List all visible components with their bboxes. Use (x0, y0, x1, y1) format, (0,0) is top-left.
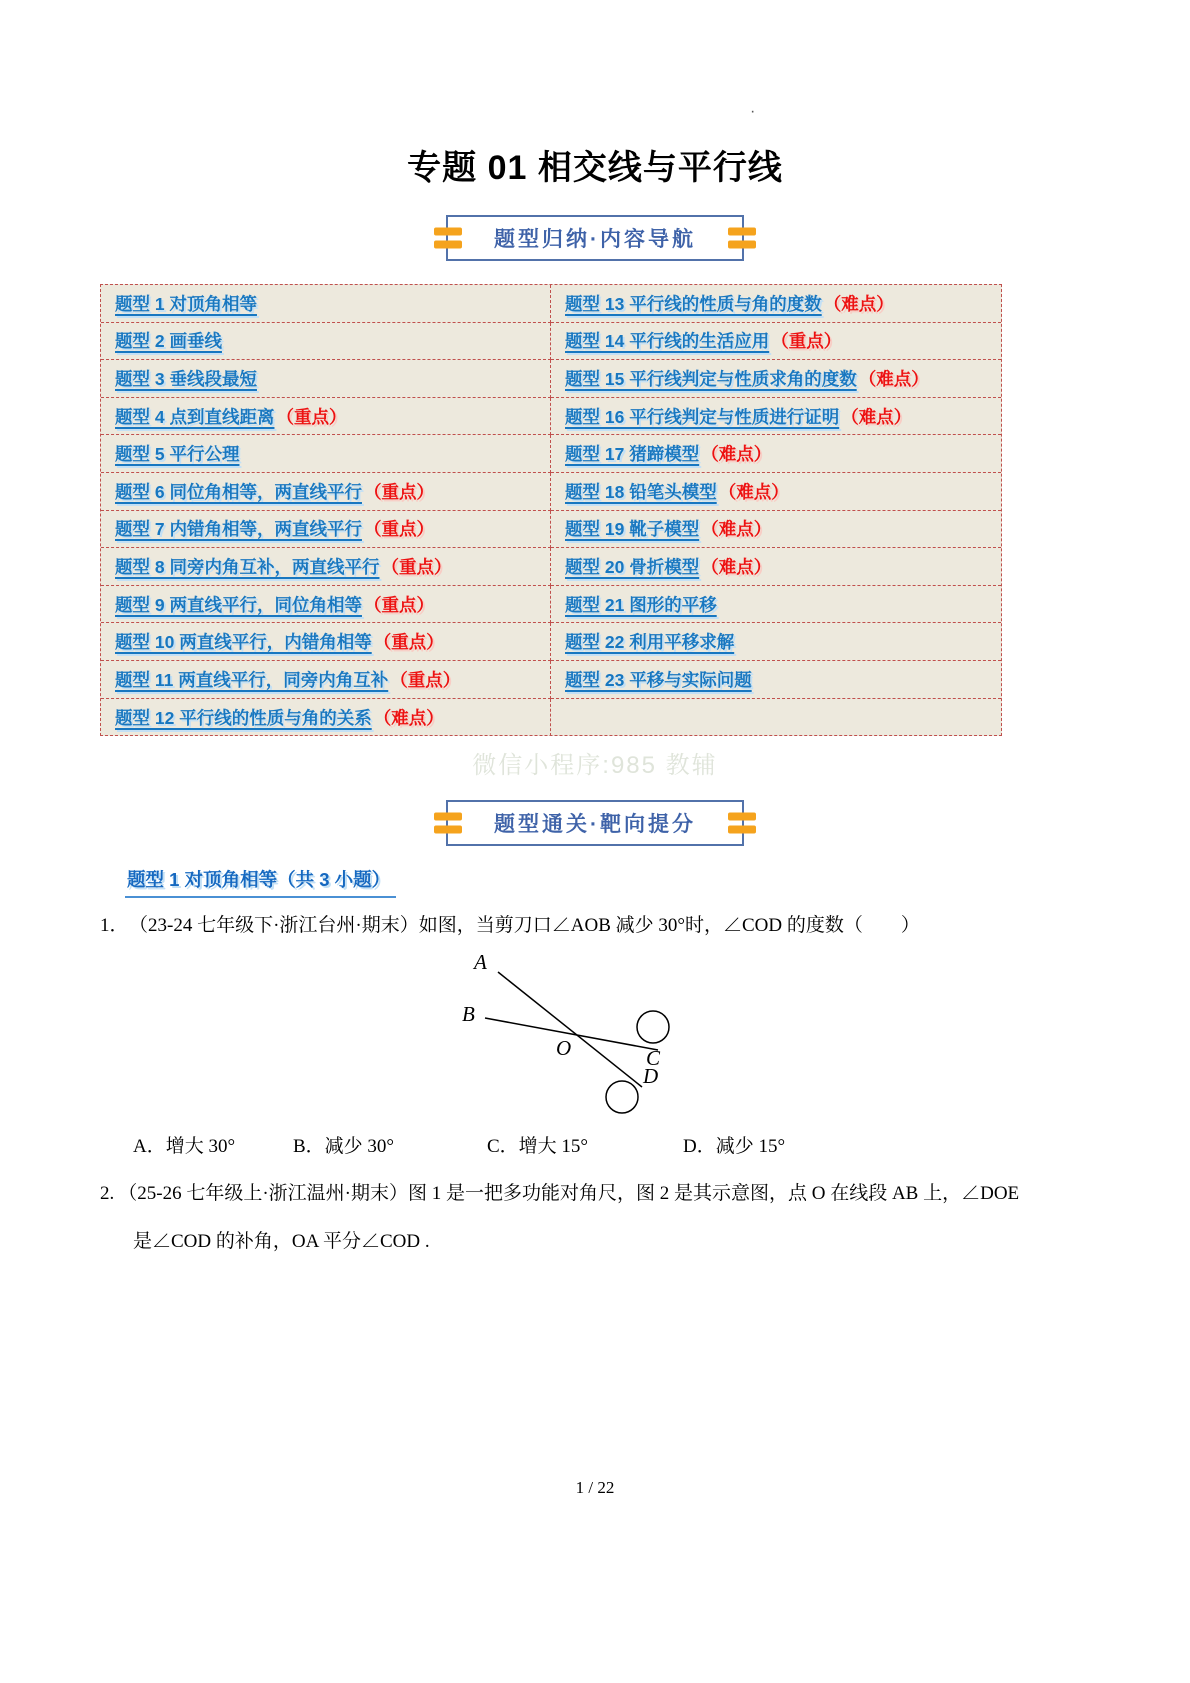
page-title: 专题 01 相交线与平行线 (407, 149, 783, 187)
topic-cell (551, 511, 1001, 549)
topic-label: 题型 22 利用平移求解 (565, 632, 735, 653)
topic-cell (551, 285, 1001, 323)
topic-cell (101, 586, 551, 624)
figure-label-B: B (462, 1002, 475, 1026)
topic-label: 题型 18 铅笔头模型 (565, 481, 717, 502)
question-1-options (0, 1131, 1190, 1161)
scissors-figure (430, 935, 730, 1135)
double-bars-icon (728, 813, 756, 834)
topic-tag: （难点） (373, 707, 444, 728)
nav-badge-label: 题型归纳·内容导航 (494, 228, 696, 251)
topic-tag: （难点） (701, 556, 772, 577)
topic-label: 题型 10 两直线平行，内错角相等 (115, 632, 372, 653)
topic-tag: （难点） (823, 293, 894, 314)
topic-cell (551, 699, 1001, 737)
topic-tag: （重点） (363, 519, 434, 540)
topic-label: 题型 15 平行线判定与性质求角的度数 (565, 368, 857, 389)
boost-badge (446, 800, 744, 846)
topic-cell (101, 473, 551, 511)
topic-cell (551, 586, 1001, 624)
double-bars-icon (728, 228, 756, 249)
topic-tag: （重点） (363, 594, 434, 615)
topic-cell (551, 435, 1001, 473)
topic-label: 题型 6 同位角相等，两直线平行 (115, 481, 362, 502)
topic-tag: （重点） (373, 632, 444, 653)
topic-tag: （难点） (841, 406, 912, 427)
topic-cell (551, 548, 1001, 586)
topic-cell (551, 661, 1001, 699)
page-number: 1 / 22 (575, 1478, 615, 1497)
topic-label: 题型 4 点到直线距离 (115, 406, 275, 427)
topic-cell (551, 398, 1001, 436)
topic-tag: （重点） (390, 669, 461, 690)
section-heading: 题型 1 对顶角相等（共 3 小题） (125, 866, 396, 898)
topic-tag: （重点） (381, 556, 452, 577)
question-2-stem-line-2 (133, 1226, 430, 1253)
topic-label: 题型 13 平行线的性质与角的度数 (565, 293, 822, 314)
topic-label: 题型 19 靴子模型 (565, 519, 700, 540)
figure-label-C: C (646, 1046, 661, 1070)
topic-label: 题型 17 猪蹄模型 (565, 444, 700, 465)
option-b: B．减少 30° (293, 1136, 395, 1157)
topic-label: 题型 7 内错角相等，两直线平行 (115, 519, 362, 540)
topic-cell (101, 623, 551, 661)
figure-label-A: A (474, 950, 487, 974)
topic-cell (101, 548, 551, 586)
topic-tag: （难点） (858, 368, 929, 389)
topic-cell (101, 323, 551, 361)
topics-table (100, 284, 1002, 736)
watermark: 微信小程序:985 教辅 (472, 752, 718, 779)
corner-mark: · (750, 103, 756, 120)
topic-label: 题型 21 图形的平移 (565, 594, 717, 615)
topic-label: 题型 11 两直线平行，同旁内角互补 (115, 669, 389, 690)
question-1-stem (100, 910, 920, 937)
topic-cell (551, 360, 1001, 398)
topic-label: 题型 23 平移与实际问题 (565, 669, 752, 690)
topic-cell (551, 473, 1001, 511)
question-2-stem-line-1 (100, 1178, 1019, 1205)
topic-tag: （重点） (363, 481, 434, 502)
topic-label: 题型 8 同旁内角互补，两直线平行 (115, 556, 380, 577)
topic-label: 题型 9 两直线平行，同位角相等 (115, 594, 362, 615)
question-number: 2. (100, 1183, 115, 1204)
topic-cell (551, 323, 1001, 361)
topic-tag: （难点） (701, 519, 772, 540)
topic-cell (101, 699, 551, 737)
topic-label: 题型 20 骨折模型 (565, 556, 700, 577)
question-text: 是∠COD 的补角，OA 平分∠COD . (133, 1231, 430, 1252)
figure-label-D: D (643, 1064, 659, 1088)
topic-cell (101, 435, 551, 473)
topic-cell (101, 398, 551, 436)
topic-label: 题型 16 平行线判定与性质进行证明 (565, 406, 840, 427)
option-a: A．增大 30° (133, 1136, 236, 1157)
topic-label: 题型 2 画垂线 (115, 331, 222, 352)
topic-tag: （难点） (701, 444, 772, 465)
question-text: （25-26 七年级上·浙江温州·期末）图 1 是一把多功能对角尺，图 2 是其示意图，点 O 在线段 AB 上，∠DOE (118, 1183, 1020, 1204)
double-bars-icon (434, 813, 462, 834)
question-text: （23-24 七年级下·浙江台州·期末）如图，当剪刀口∠AOB 减少 30°时，∠COD 的度数（ ） (138, 915, 920, 936)
topic-cell (101, 285, 551, 323)
topic-cell (101, 360, 551, 398)
topic-tag: （难点） (718, 481, 789, 502)
topic-cell (551, 623, 1001, 661)
figure-label-O: O (556, 1036, 572, 1060)
topic-cell (101, 511, 551, 549)
option-d: D．减少 15° (683, 1136, 786, 1157)
double-bars-icon (434, 228, 462, 249)
nav-badge (446, 215, 744, 261)
topic-label: 题型 12 平行线的性质与角的关系 (115, 707, 372, 728)
topic-label: 题型 14 平行线的生活应用 (565, 331, 770, 352)
topic-cell (101, 661, 551, 699)
topic-label: 题型 1 对顶角相等 (115, 293, 257, 314)
topic-tag: （重点） (276, 406, 347, 427)
topic-tag: （重点） (771, 331, 842, 352)
topic-label: 题型 3 垂线段最短 (115, 368, 257, 389)
topic-label: 题型 5 平行公理 (115, 444, 240, 465)
question-number: 1． (100, 915, 129, 936)
boost-badge-label: 题型通关·靶向提分 (494, 813, 696, 836)
option-c: C．增大 15° (487, 1136, 589, 1157)
